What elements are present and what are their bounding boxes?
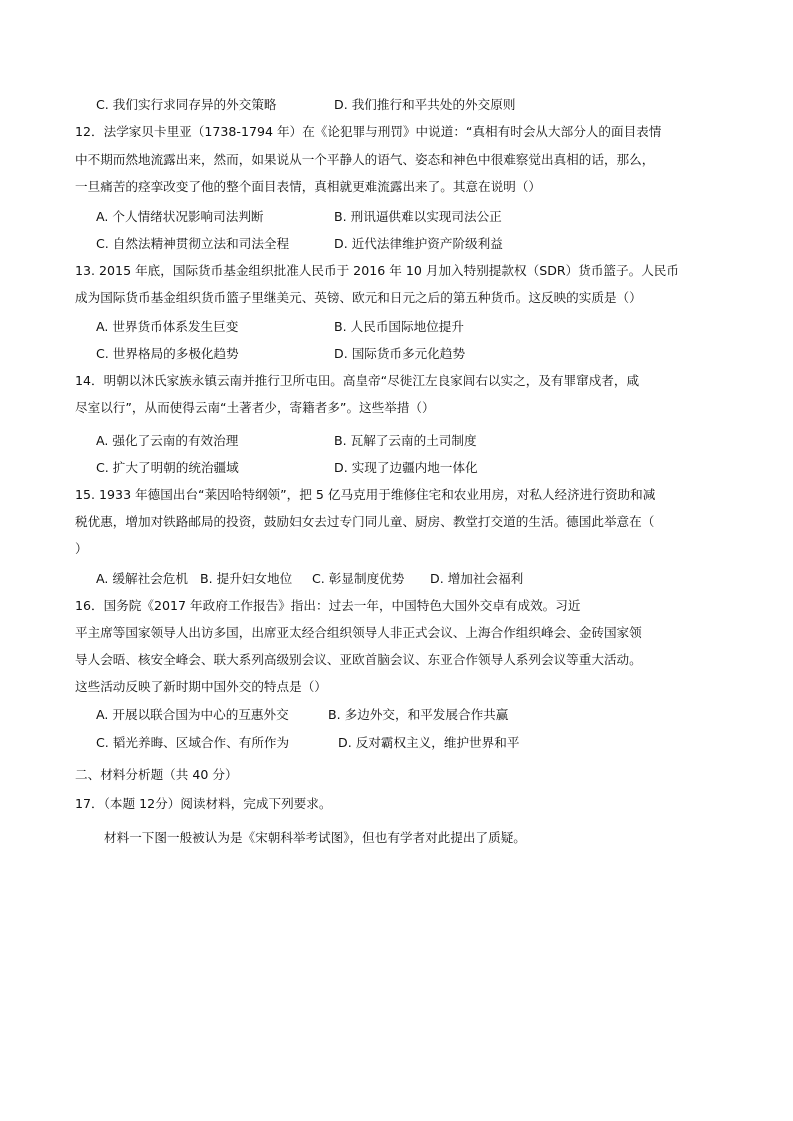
q14-option-d: D. 实现了边疆内地一体化 xyxy=(334,460,478,475)
q16-option-a: A. 开展以联合国为中心的互惠外交 xyxy=(96,707,289,722)
q12-option-b: B. 刑讯逼供难以实现司法公正 xyxy=(334,209,502,224)
q15-option-c: C. 彰显制度优势 xyxy=(312,571,405,586)
q14-option-b: B. 瓦解了云南的土司制度 xyxy=(334,433,477,448)
q17-material-1: 材料一下图一般被认为是《宋朝科举考试图》，但也有学者对此提出了质疑。 xyxy=(104,830,526,845)
q15-option-b: B. 提升妇女地位 xyxy=(200,571,293,586)
q13-stem-line-1: 13. 2015 年底，国际货币基金组织批准人民币于 2016 年 10 月加入特别提款权（SDR）货币篮子。人民币 xyxy=(75,263,679,278)
q12-option-d: D. 近代法律维护资产阶级利益 xyxy=(334,236,503,251)
q12-option-a: A. 个人情绪状况影响司法判断 xyxy=(96,209,264,224)
q13-option-d: D. 国际货币多元化趋势 xyxy=(334,346,466,361)
q12-stem-line-3: 一旦痛苦的痉挛改变了他的整个面目表情，真相就更难流露出来了。其意在说明（） xyxy=(75,179,541,194)
q16-option-b: B. 多边外交，和平发展合作共赢 xyxy=(328,707,509,722)
q15-stem-line-3: ） xyxy=(75,541,88,556)
q13-option-a: A. 世界货币体系发生巨变 xyxy=(96,319,239,334)
q14-option-c: C. 扩大了明朝的统治疆域 xyxy=(96,460,239,475)
q15-option-a: A. 缓解社会危机 xyxy=(96,571,188,586)
q12-option-c: C. 自然法精神贯彻立法和司法全程 xyxy=(96,236,290,251)
section-2-heading: 二、材料分析题（共 40 分） xyxy=(75,767,238,782)
q13-option-b: B. 人民币国际地位提升 xyxy=(334,319,464,334)
q17-intro: 17．（本题 12分）阅读材料，完成下列要求。 xyxy=(75,796,332,811)
q12-stem-line-2: 中不期而然地流露出来，然而，如果说从一个平静人的语气、姿态和神色中很难察觉出真相的话，那么， xyxy=(75,152,655,167)
q16-option-d: D. 反对霸权主义，维护世界和平 xyxy=(338,735,520,750)
q11-option-c: C. 我们实行求同存异的外交策略 xyxy=(96,97,277,112)
q14-stem-line-2: 尽室以行”，从而使得云南“土著者少，寄籍者多”。这些举措（） xyxy=(75,400,435,415)
q16-option-c: C. 韬光养晦、区域合作、有所作为 xyxy=(96,735,290,750)
q14-option-a: A. 强化了云南的有效治理 xyxy=(96,433,239,448)
q15-stem-line-2: 税优惠，增加对铁路邮局的投资，鼓励妇女去过专门同儿童、厨房、教堂打交道的生活。德国此举意在（ xyxy=(75,514,655,529)
q16-stem-line-1: 16．国务院《2017 年政府工作报告》指出：过去一年，中国特色大国外交卓有成效。习近 xyxy=(75,598,581,613)
q14-stem-line-1: 14．明朝以沐氏家族永镇云南并推行卫所屯田。高皇帝“尽徙江左良家闾右以实之，及有罪窜戍者，咸 xyxy=(75,373,640,388)
q16-stem-line-4: 这些活动反映了新时期中国外交的特点是（） xyxy=(75,679,327,694)
q16-stem-line-2: 平主席等国家领导人出访多国，出席亚太经合组织领导人非正式会议、上海合作组织峰会、金砖国家领 xyxy=(75,625,642,640)
q16-stem-line-3: 导人会晤、核安全峰会、联大系列高级别会议、亚欧首脑会议、东亚合作领导人系列会议等重大活动。 xyxy=(75,652,642,667)
q11-option-d: D. 我们推行和平共处的外交原则 xyxy=(334,97,516,112)
q13-stem-line-2: 成为国际货币基金组织货币篮子里继美元、英镑、欧元和日元之后的第五种货币。这反映的实质是（） xyxy=(75,290,642,305)
q13-option-c: C. 世界格局的多极化趋势 xyxy=(96,346,239,361)
q15-option-d: D. 增加社会福利 xyxy=(430,571,524,586)
q12-stem-line-1: 12．法学家贝卡里亚（1738-1794 年）在《论犯罪与刑罚》中说道：“真相有时会从大部分人的面目表情 xyxy=(75,124,662,139)
q15-stem-line-1: 15. 1933 年德国出台“莱因哈特纲领”，把 5 亿马克用于维修住宅和农业用房，对私人经济进行资助和减 xyxy=(75,487,656,502)
